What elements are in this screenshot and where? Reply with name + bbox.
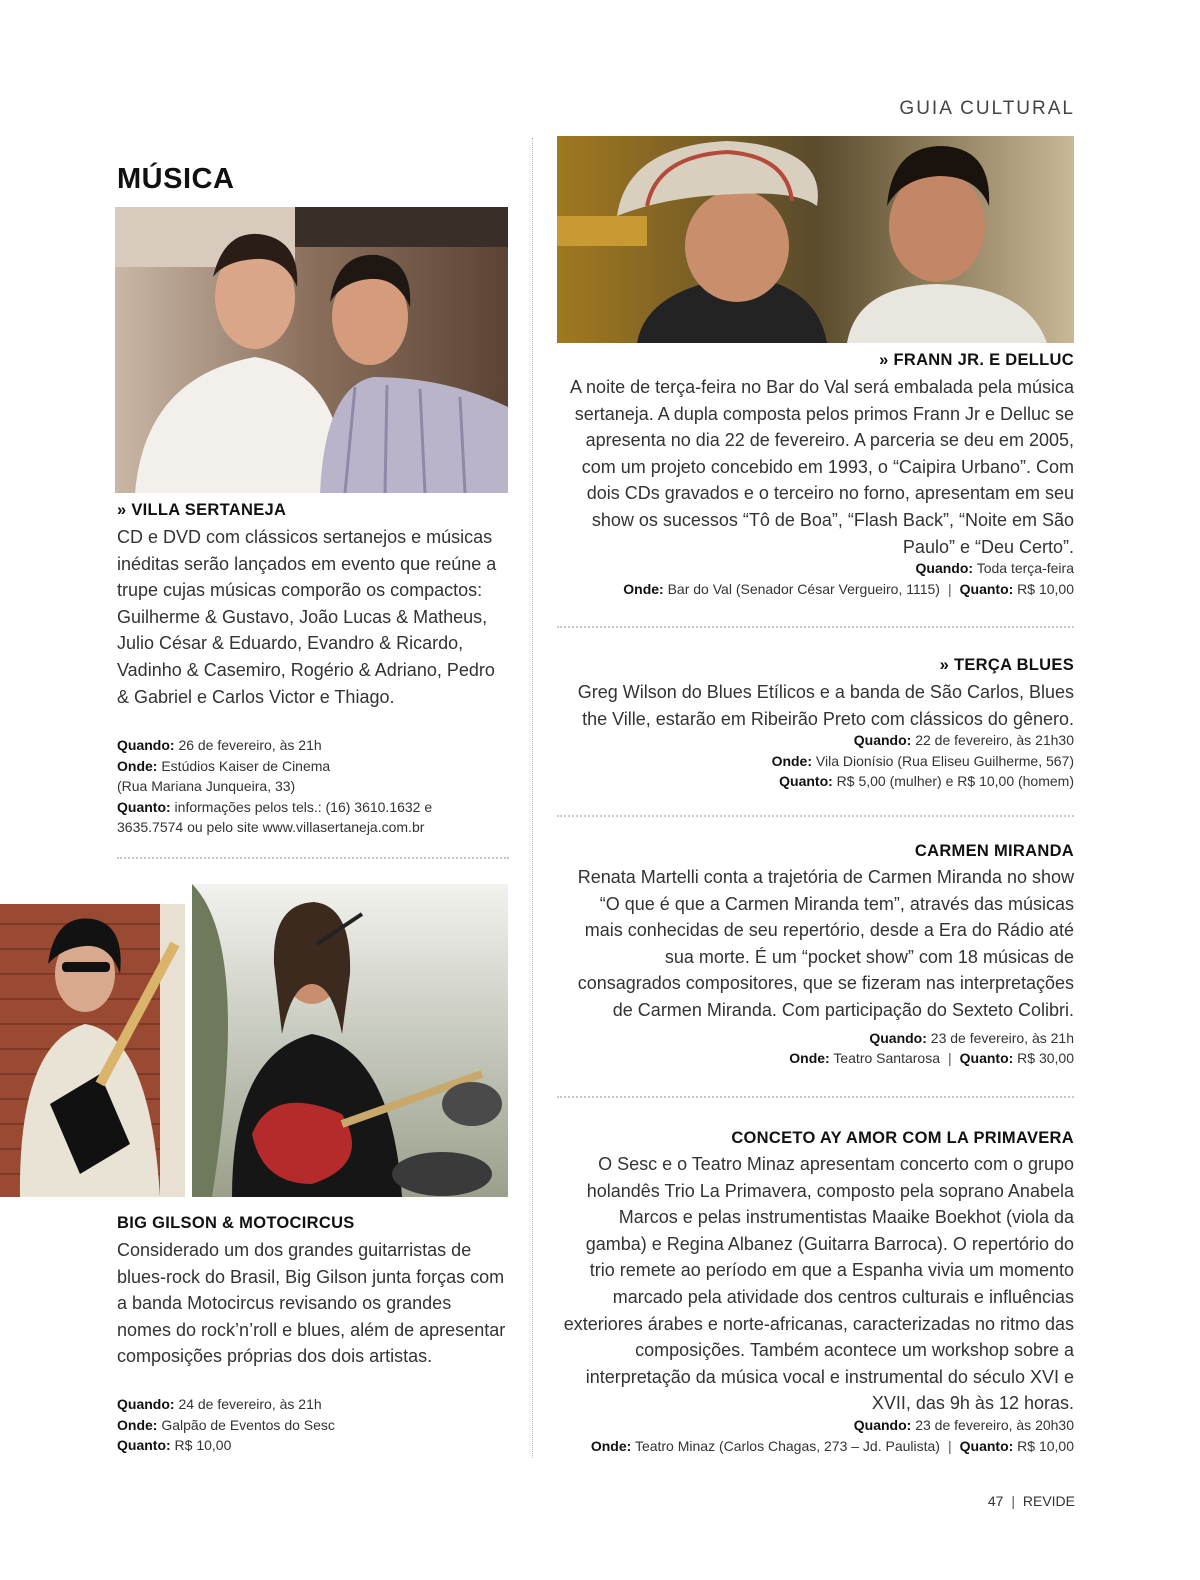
primavera-heading: CONCETO AY AMOR COM LA PRIMAVERA (731, 1129, 1074, 1147)
page-footer (960, 1493, 1075, 1509)
where-address: (Rua Mariana Junqueira, 33) (117, 778, 296, 794)
when-label: Quando: (117, 737, 175, 753)
footer-divider: | (1011, 1493, 1015, 1509)
carmen-miranda-heading: CARMEN MIRANDA (914, 842, 1074, 860)
where-label: Onde: (117, 1416, 158, 1433)
divider (557, 1096, 1074, 1098)
carmen-miranda-body: Renata Martelli conta a trajetória de Carmen Miranda no show “O que é que a Carmen Miranda tem”, através das músicas mais conhecidas de seu repertório, desde a Era do Rádio até sua morte. É um “pocket show” com 18 músicas de consagrados compositores, que se fizeram nas interpretações de Carmen Miranda. Com participação do Sexteto Colibri. (577, 867, 1074, 1020)
carmen-miranda-when (557, 1028, 1074, 1049)
where-value: Galpão de Eventos do Sesc (161, 1416, 335, 1433)
price-value: R$ 10,00 (1017, 1437, 1074, 1454)
when-value: 23 de fevereiro, às 21h (930, 1030, 1074, 1046)
frann-delluc-body: A noite de terça-feira no Bar do Val será embalada pela música sertaneja. A dupla composta pelos primos Frann Jr e Delluc se apresenta no dia 22 de fevereiro. A parceria se deu em 2005, com um projeto concebido em 1993, o “Caipira Urbano”. Com dois CDs gravados e o terceiro no forno, apresentam em seu show os sucessos “Tô de Boa”, “Flash Back”, “Noite em São Paulo” e “Deu Certo”. (570, 377, 1074, 557)
price-value: R$ 10,00 (174, 1437, 232, 1453)
villa-sertaneja-body: CD e DVD com clássicos sertanejos e músicas inéditas serão lançados em evento que reúne a trupe cujas músicas comporão os compactos: Guilherme & Gustavo, João Lucas & Matheus, Julio César & Eduardo, Evandro & Ricardo, Vadinho & Casemiro, Rogério & Adriano, Pedro & Gabriel e Carlos Victor e Thiago. (117, 527, 497, 707)
big-gilson-body: Considerado um dos grandes guitarristas de blues-rock do Brasil, Big Gilson junta forças com a banda Motocircus revisando os grandes nomes do rock’n’roll e blues, além de apresentar composições próprias dos dois artistas. (117, 1240, 506, 1367)
frann-delluc-details (557, 558, 1074, 599)
primavera-body: O Sesc e o Teatro Minaz apresentam concerto com o grupo holandês Trio La Primavera, composto pela soprano Anabela Marcos e pelas instrumentistas Maaike Boekhot (viola da gamba) e Regina Albanez (Guitarra Barroca). O repertório do trio remete ao período em que a Espanha vivia um momento marcado pela atividade dos centros culturais e influências exteriores árabes e norte-africanas, caracterizadas no ritmo das composições. Também acontece um workshop sobre a interpretação da música vocal e instrumental do século XVI e XVII, das 9h às 12 horas. (563, 1154, 1074, 1414)
where-label: Onde: (590, 1437, 632, 1454)
price-value: R$ 30,00 (1017, 1050, 1074, 1066)
where-value: Estúdios Kaiser de Cinema (161, 757, 331, 774)
when-label: Quando: (853, 732, 912, 748)
where-value: Teatro Santarosa (833, 1050, 940, 1066)
big-gilson-heading: BIG GILSON & MOTOCIRCUS (117, 1214, 355, 1232)
divider (557, 626, 1074, 628)
when-value: 23 de fevereiro, às 20h30 (915, 1417, 1074, 1433)
terca-blues-details (557, 730, 1074, 792)
when-label: Quando: (869, 1030, 927, 1046)
price-value: R$ 5,00 (mulher) e R$ 10,00 (homem) (836, 773, 1074, 789)
price-label: Quanto: (779, 773, 833, 789)
price-label: Quanto: (117, 1437, 171, 1453)
where-label: Onde: (771, 752, 813, 769)
where-label: Onde: (117, 757, 158, 774)
terca-blues-heading: » TERÇA BLUES (939, 656, 1074, 674)
pipe-separator: | (947, 1437, 952, 1454)
column-divider (532, 138, 533, 1458)
price-label: Quanto: (959, 1050, 1014, 1066)
where-value: Bar do Val (Senador César Vergueiro, 1115) (667, 580, 940, 597)
magazine-name: REVIDE (1022, 1493, 1075, 1509)
pipe-separator: | (947, 580, 952, 597)
where-value: Teatro Minaz (Carlos Chagas, 273 – Jd. Paulista) (634, 1437, 940, 1454)
primavera-details (557, 1415, 1074, 1456)
where-label: Onde: (623, 580, 664, 597)
section-kicker: GUIA CULTURAL (899, 98, 1075, 119)
villa-sertaneja-photo (115, 207, 508, 493)
pipe-separator: | (947, 1050, 952, 1066)
when-value: 22 de fevereiro, às 21h30 (915, 732, 1074, 748)
where-value: Vila Dionísio (Rua Eliseu Guilherme, 567) (815, 752, 1074, 769)
price-value: R$ 10,00 (1017, 580, 1074, 597)
price-contact: 3635.7574 ou pelo site www.villasertaneja.com.br (117, 819, 425, 835)
price-label: Quanto: (959, 1437, 1014, 1454)
big-gilson-details (117, 1394, 517, 1456)
when-value: Toda terça-feira (976, 560, 1074, 576)
where-label: Onde: (789, 1050, 830, 1066)
divider (557, 815, 1074, 817)
page-title: MÚSICA (117, 163, 235, 195)
frann-delluc-heading: » FRANN JR. E DELLUC (879, 351, 1074, 369)
motocircus-photo (192, 884, 508, 1197)
divider (117, 857, 509, 859)
when-value: 26 de fevereiro, às 21h (178, 737, 322, 753)
big-gilson-photo (0, 904, 185, 1197)
frann-delluc-photo (557, 136, 1074, 343)
page-number: 47 (987, 1493, 1004, 1509)
price-value: informações pelos tels.: (16) 3610.1632 e (174, 798, 433, 815)
villa-sertaneja-heading: » VILLA SERTANEJA (117, 501, 287, 519)
villa-sertaneja-details (117, 735, 517, 838)
terca-blues-body: Greg Wilson do Blues Etílicos e a banda de São Carlos, Blues the Ville, estarão em Ribeirão Preto com clássicos do gênero. (577, 682, 1074, 729)
when-label: Quando: (915, 560, 974, 576)
when-label: Quando: (853, 1417, 912, 1433)
price-label: Quanto: (959, 580, 1014, 597)
price-label: Quanto: (117, 798, 171, 815)
carmen-miranda-details (557, 1048, 1074, 1069)
when-value: 24 de fevereiro, às 21h (178, 1396, 322, 1412)
when-label: Quando: (117, 1396, 175, 1412)
